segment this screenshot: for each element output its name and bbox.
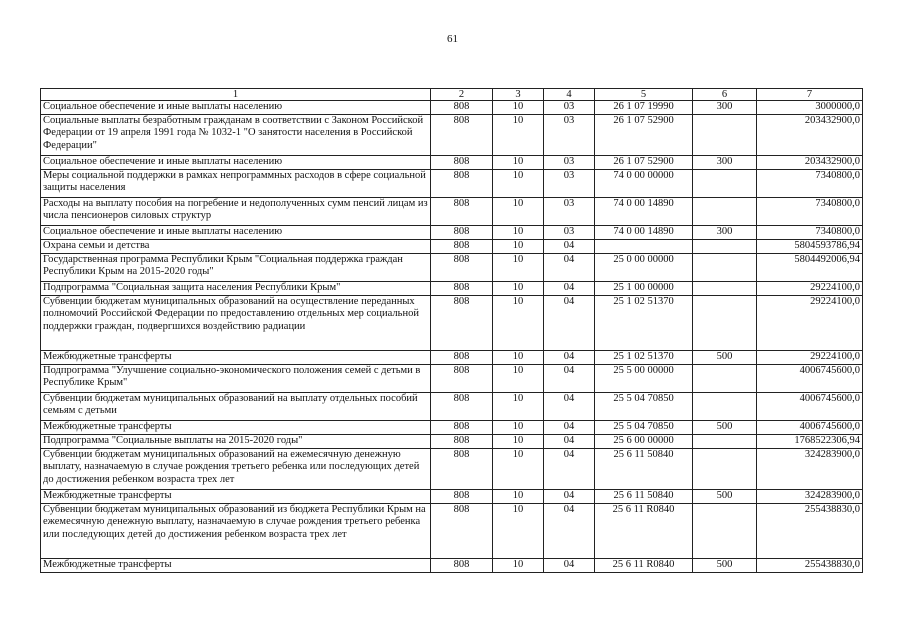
row-name: Субвенции бюджетам муниципальных образований на ежемесячную денежную выплату, назначаемую в случае рождения третьего ребенка или последующих детей до достижения ребенком возраста трех лет (41, 449, 431, 490)
row-subsection: 04 (544, 559, 595, 573)
row-expense-type: 500 (693, 351, 757, 365)
row-amount: 203432900,0 (757, 156, 863, 170)
table-row (41, 240, 863, 254)
table-row (41, 435, 863, 449)
row-subsection: 04 (544, 240, 595, 254)
row-section: 10 (493, 435, 544, 449)
row-section: 10 (493, 156, 544, 170)
row-name: Подпрограмма "Социальные выплаты на 2015-2020 годы" (41, 435, 431, 449)
table-row (41, 421, 863, 435)
table-row (41, 226, 863, 240)
row-expense-type (693, 365, 757, 393)
row-name: Субвенции бюджетам муниципальных образований из бюджета Республики Крым на ежемесячную денежную выплату, назначаемую в случае рождения третьего ребенка или последующих детей до достижения ребенком возраста трех лет (41, 504, 431, 559)
row-expense-type: 500 (693, 490, 757, 504)
row-section: 10 (493, 101, 544, 115)
row-amount: 29224100,0 (757, 282, 863, 296)
row-name: Межбюджетные трансферты (41, 351, 431, 365)
row-subsection: 04 (544, 421, 595, 435)
table-row (41, 115, 863, 156)
row-amount: 255438830,0 (757, 559, 863, 573)
row-expense-type (693, 393, 757, 421)
row-target-article: 25 1 02 51370 (595, 296, 693, 351)
row-expense-type (693, 240, 757, 254)
row-name: Субвенции бюджетам муниципальных образований на выплату отдельных пособий семьям с детьми (41, 393, 431, 421)
row-expense-type: 300 (693, 156, 757, 170)
row-ministry: 808 (431, 198, 493, 226)
row-name: Социальное обеспечение и иные выплаты населению (41, 101, 431, 115)
row-section: 10 (493, 393, 544, 421)
header-cell: 3 (493, 89, 544, 101)
row-name: Государственная программа Республики Крым "Социальная поддержка граждан Республики Крым на 2015-2020 годы" (41, 254, 431, 282)
row-subsection: 03 (544, 156, 595, 170)
row-name: Расходы на выплату пособия на погребение и недополученных сумм пенсий лицам из числа пенсионеров силовых структур (41, 198, 431, 226)
row-name: Субвенции бюджетам муниципальных образований на осуществление переданных полномочий Российской Федерации по предоставлению отдельных мер социальной поддержки граждан, подвергшихся воздействию радиации (41, 296, 431, 351)
row-ministry: 808 (431, 170, 493, 198)
table-row (41, 504, 863, 559)
row-target-article: 25 6 00 00000 (595, 435, 693, 449)
row-expense-type: 300 (693, 101, 757, 115)
row-target-article (595, 240, 693, 254)
row-ministry: 808 (431, 365, 493, 393)
table-row (41, 156, 863, 170)
row-section: 10 (493, 296, 544, 351)
row-amount: 5804492006,94 (757, 254, 863, 282)
row-section: 10 (493, 490, 544, 504)
row-target-article: 25 5 04 70850 (595, 393, 693, 421)
row-ministry: 808 (431, 101, 493, 115)
row-amount: 324283900,0 (757, 449, 863, 490)
row-amount: 5804593786,94 (757, 240, 863, 254)
row-name: Социальное обеспечение и иные выплаты населению (41, 156, 431, 170)
row-amount: 29224100,0 (757, 296, 863, 351)
row-expense-type: 500 (693, 421, 757, 435)
table-row (41, 198, 863, 226)
row-subsection: 04 (544, 365, 595, 393)
row-section: 10 (493, 198, 544, 226)
row-target-article: 25 5 04 70850 (595, 421, 693, 435)
row-section: 10 (493, 282, 544, 296)
row-target-article: 25 6 11 R0840 (595, 504, 693, 559)
row-ministry: 808 (431, 115, 493, 156)
table-row (41, 101, 863, 115)
row-section: 10 (493, 365, 544, 393)
row-section: 10 (493, 254, 544, 282)
row-subsection: 03 (544, 226, 595, 240)
row-subsection: 03 (544, 198, 595, 226)
row-expense-type (693, 282, 757, 296)
header-cell: 4 (544, 89, 595, 101)
row-expense-type (693, 296, 757, 351)
row-amount: 203432900,0 (757, 115, 863, 156)
row-name: Охрана семьи и детства (41, 240, 431, 254)
row-target-article: 25 6 11 50840 (595, 490, 693, 504)
row-ministry: 808 (431, 435, 493, 449)
row-expense-type (693, 504, 757, 559)
page-number: 61 (447, 33, 458, 45)
row-subsection: 04 (544, 490, 595, 504)
row-target-article: 25 6 11 R0840 (595, 559, 693, 573)
table-row (41, 254, 863, 282)
row-ministry: 808 (431, 156, 493, 170)
row-amount: 7340800,0 (757, 198, 863, 226)
row-target-article: 25 0 00 00000 (595, 254, 693, 282)
header-cell: 1 (41, 89, 431, 101)
row-name: Меры социальной поддержки в рамках непрограммных расходов в сфере социальной защиты населения (41, 170, 431, 198)
row-target-article: 26 1 07 52900 (595, 115, 693, 156)
row-subsection: 03 (544, 115, 595, 156)
row-expense-type: 300 (693, 226, 757, 240)
row-target-article: 25 5 00 00000 (595, 365, 693, 393)
row-target-article: 74 0 00 14890 (595, 226, 693, 240)
table-row (41, 365, 863, 393)
row-target-article: 26 1 07 19990 (595, 101, 693, 115)
header-cell: 6 (693, 89, 757, 101)
row-section: 10 (493, 170, 544, 198)
row-ministry: 808 (431, 449, 493, 490)
row-target-article: 25 6 11 50840 (595, 449, 693, 490)
row-target-article: 25 1 00 00000 (595, 282, 693, 296)
row-target-article: 74 0 00 14890 (595, 198, 693, 226)
table-row (41, 449, 863, 490)
row-name: Социальное обеспечение и иные выплаты населению (41, 226, 431, 240)
row-subsection: 04 (544, 435, 595, 449)
row-subsection: 04 (544, 449, 595, 490)
row-expense-type (693, 254, 757, 282)
table-row (41, 393, 863, 421)
row-amount: 1768522306,94 (757, 435, 863, 449)
row-subsection: 04 (544, 393, 595, 421)
row-section: 10 (493, 559, 544, 573)
table-row (41, 296, 863, 351)
row-subsection: 03 (544, 170, 595, 198)
row-amount: 255438830,0 (757, 504, 863, 559)
row-expense-type (693, 198, 757, 226)
table-row (41, 490, 863, 504)
row-ministry: 808 (431, 296, 493, 351)
row-name: Межбюджетные трансферты (41, 421, 431, 435)
row-section: 10 (493, 449, 544, 490)
row-ministry: 808 (431, 240, 493, 254)
header-row (41, 89, 863, 101)
row-section: 10 (493, 226, 544, 240)
table-row (41, 282, 863, 296)
row-name: Социальные выплаты безработным гражданам в соответствии с Законом Российской Федерации от 19 апреля 1991 года № 1032-1 "О занятости населения в Российской Федерации" (41, 115, 431, 156)
row-subsection: 03 (544, 101, 595, 115)
row-ministry: 808 (431, 490, 493, 504)
row-ministry: 808 (431, 504, 493, 559)
table-row (41, 170, 863, 198)
table-row (41, 559, 863, 573)
budget-table (40, 88, 863, 573)
header-cell: 2 (431, 89, 493, 101)
row-subsection: 04 (544, 296, 595, 351)
table-row (41, 351, 863, 365)
row-amount: 3000000,0 (757, 101, 863, 115)
row-ministry: 808 (431, 559, 493, 573)
row-section: 10 (493, 351, 544, 365)
row-ministry: 808 (431, 351, 493, 365)
header-cell: 7 (757, 89, 863, 101)
header-cell: 5 (595, 89, 693, 101)
row-section: 10 (493, 504, 544, 559)
row-name: Межбюджетные трансферты (41, 490, 431, 504)
row-target-article: 74 0 00 00000 (595, 170, 693, 198)
row-target-article: 25 1 02 51370 (595, 351, 693, 365)
row-expense-type (693, 435, 757, 449)
row-section: 10 (493, 115, 544, 156)
row-ministry: 808 (431, 254, 493, 282)
row-amount: 4006745600,0 (757, 421, 863, 435)
row-amount: 7340800,0 (757, 226, 863, 240)
row-subsection: 04 (544, 282, 595, 296)
row-amount: 29224100,0 (757, 351, 863, 365)
row-ministry: 808 (431, 393, 493, 421)
row-name: Подпрограмма "Улучшение социально-экономического положения семей с детьми в Республике Крым" (41, 365, 431, 393)
row-amount: 7340800,0 (757, 170, 863, 198)
row-amount: 4006745600,0 (757, 365, 863, 393)
row-expense-type (693, 449, 757, 490)
row-expense-type (693, 170, 757, 198)
row-target-article: 26 1 07 52900 (595, 156, 693, 170)
row-amount: 4006745600,0 (757, 393, 863, 421)
row-expense-type: 500 (693, 559, 757, 573)
row-expense-type (693, 115, 757, 156)
row-subsection: 04 (544, 504, 595, 559)
row-amount: 324283900,0 (757, 490, 863, 504)
row-section: 10 (493, 240, 544, 254)
row-ministry: 808 (431, 282, 493, 296)
row-section: 10 (493, 421, 544, 435)
row-ministry: 808 (431, 421, 493, 435)
row-subsection: 04 (544, 254, 595, 282)
row-name: Подпрограмма "Социальная защита населения Республики Крым" (41, 282, 431, 296)
row-ministry: 808 (431, 226, 493, 240)
row-name: Межбюджетные трансферты (41, 559, 431, 573)
row-subsection: 04 (544, 351, 595, 365)
